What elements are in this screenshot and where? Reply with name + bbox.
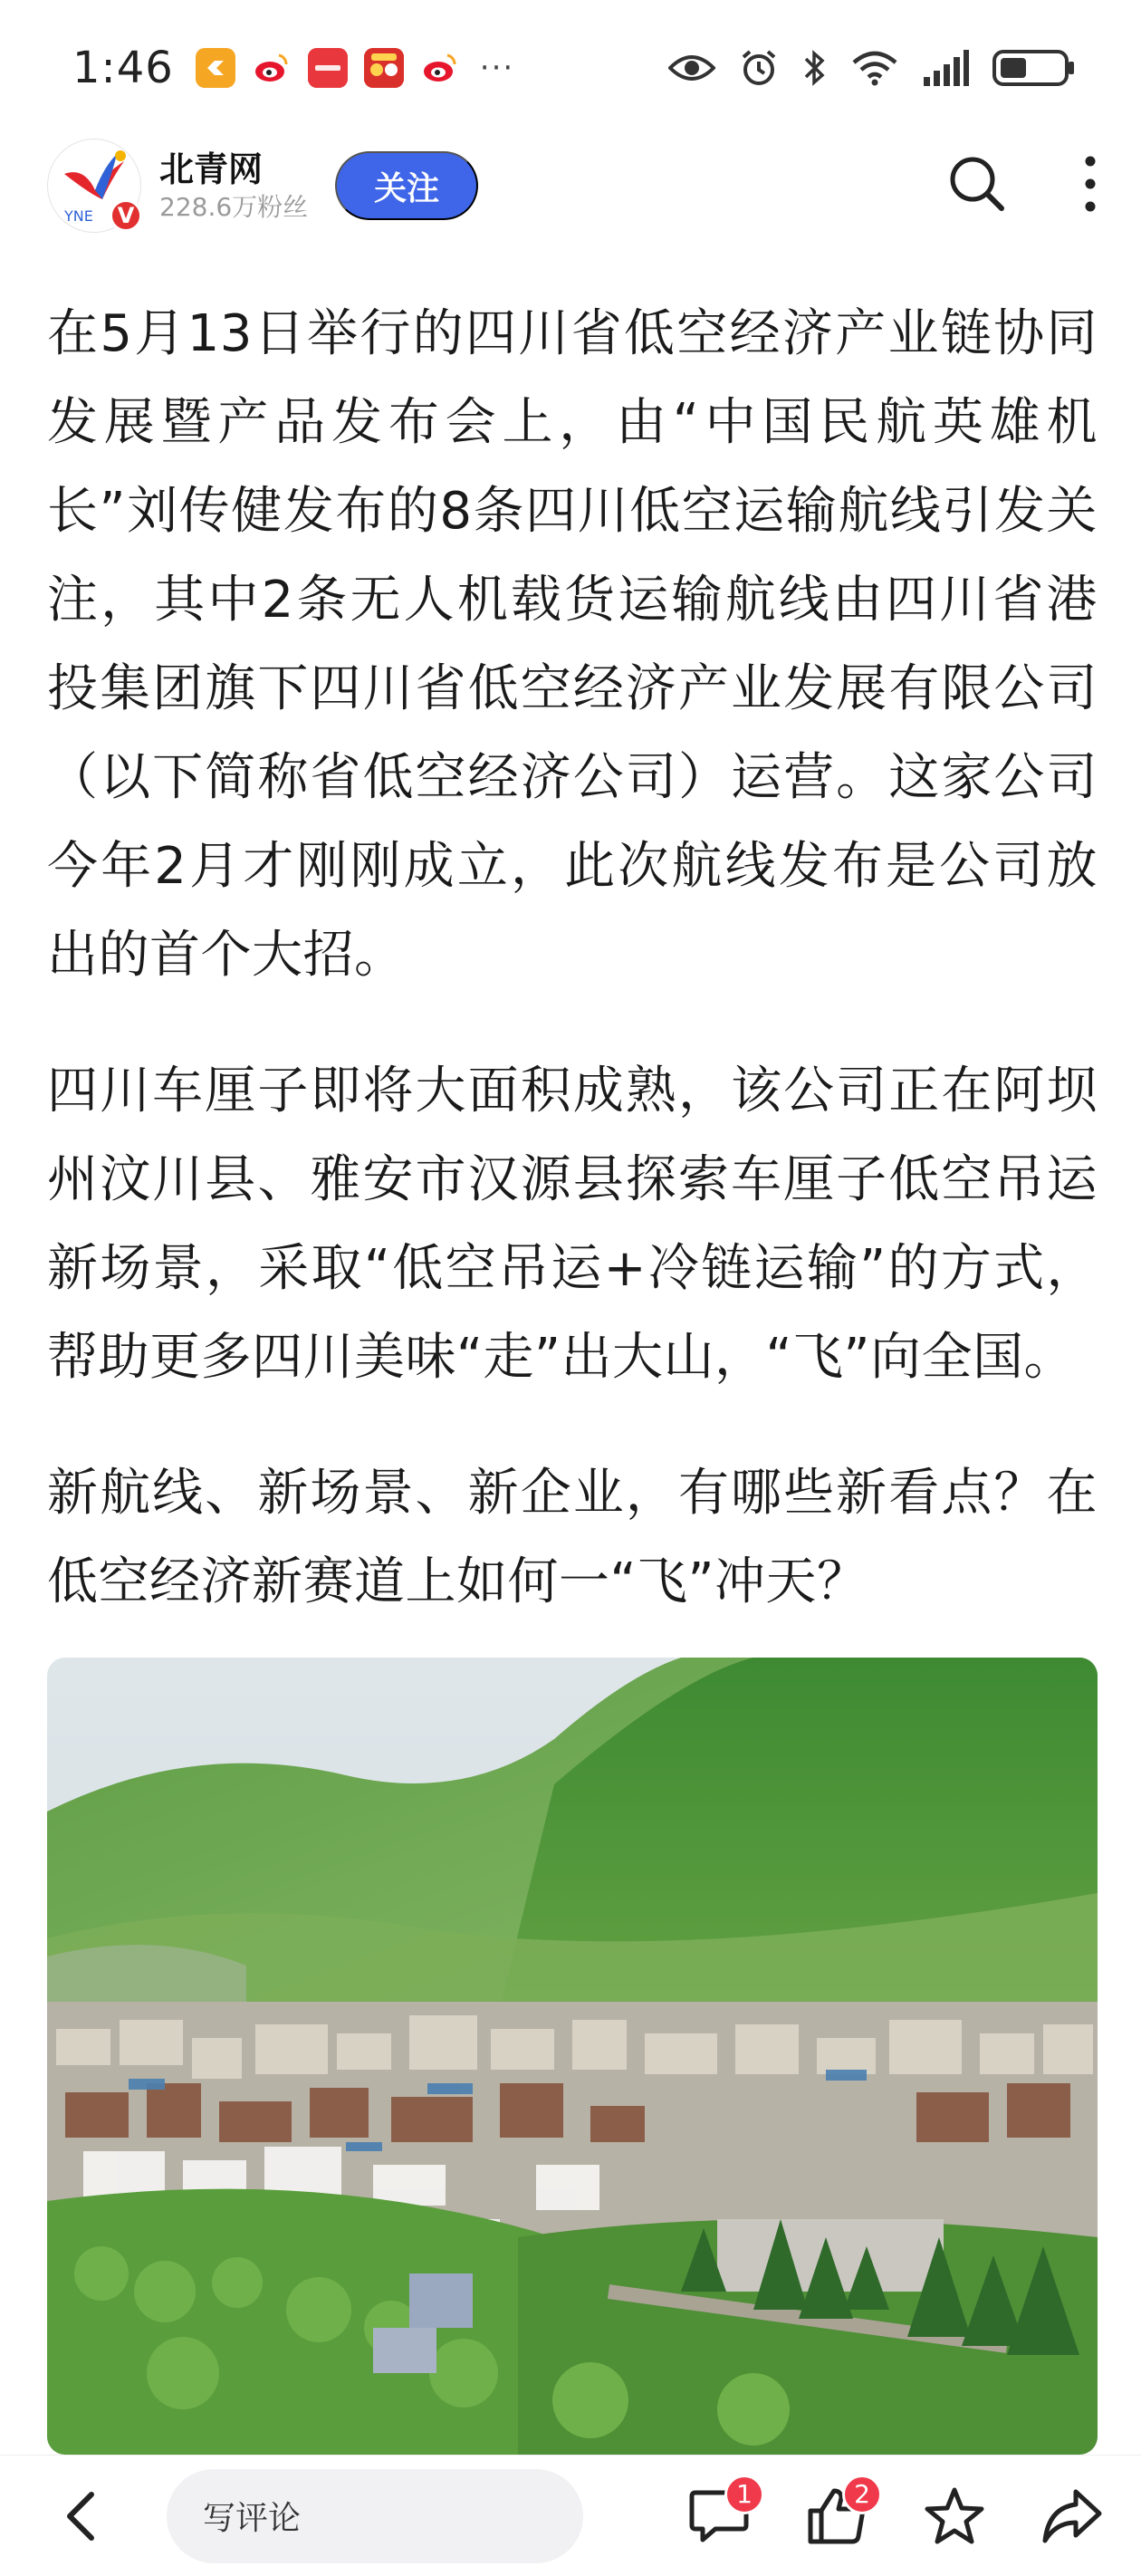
system-icons <box>668 48 1076 88</box>
battery-icon <box>992 48 1076 88</box>
back-icon[interactable] <box>49 2485 112 2548</box>
comment-button[interactable] <box>683 2480 755 2552</box>
header-actions <box>945 152 1099 219</box>
bluetooth-icon <box>802 48 828 88</box>
bottom-action-bar <box>0 2455 1141 2576</box>
game-app-icon <box>364 48 404 88</box>
eye-icon <box>668 52 715 84</box>
weibo-icon <box>252 48 292 88</box>
comment-input[interactable]: 写评论 <box>167 2469 583 2563</box>
orange-app-icon <box>196 48 235 88</box>
more-options-icon[interactable] <box>1081 152 1099 219</box>
article-paragraph: 在5月13日举行的四川省低空经济产业链协同发展暨产品发布会上，由“中国民航英雄机长”刘传健发布的8条四川低空运输航线引发关注，其中2条无人机载货运输航线由四川省港投集团旗下四川省低空经济产业发展有限公司（以下简称省低空经济公司）运营。这家公司今年2月才刚刚成立，此次航线发布是公司放出的首个大招。 <box>47 304 1098 985</box>
article-paragraph: 四川车厘子即将大面积成熟，该公司正在阿坝州汶川县、雅安市汉源县探索车厘子低空吊运新场景，采取“低空吊运+冷链运输”的方式，帮助更多四川美味“走”出大山，“飞”向全国。 <box>47 1062 1098 1387</box>
star-icon <box>924 2486 985 2546</box>
comment-count-badge: 1 <box>724 2475 764 2514</box>
article-body <box>47 290 1098 1627</box>
huawei-icon <box>308 48 348 88</box>
favorite-button[interactable] <box>918 2480 991 2552</box>
weibo-icon <box>420 48 460 88</box>
notification-icons <box>196 48 514 88</box>
follow-button[interactable]: 关注 <box>335 151 478 220</box>
article-photo[interactable] <box>47 1658 1098 2455</box>
alarm-icon <box>739 48 779 88</box>
status-time: 1:46 <box>72 43 174 93</box>
like-count-badge: 2 <box>842 2475 882 2514</box>
account-name[interactable]: 北青网 <box>159 149 264 189</box>
wifi-icon <box>851 50 898 86</box>
verified-badge: V <box>110 199 142 232</box>
more-notifications-icon: ··· <box>479 50 515 86</box>
share-button[interactable] <box>1036 2480 1108 2552</box>
like-button[interactable] <box>801 2480 873 2552</box>
fans-count: 228.6万粉丝 <box>159 192 309 222</box>
status-bar <box>0 0 1141 136</box>
svg-text:YNE: YNE <box>64 207 93 225</box>
avatar[interactable] <box>47 139 141 233</box>
signal-icon <box>922 50 969 86</box>
article-header <box>0 136 1141 235</box>
share-icon <box>1041 2488 1103 2544</box>
article-paragraph: 新航线、新场景、新企业，有哪些新看点？在低空经济新赛道上如何一“飞”冲天？ <box>47 1464 1098 1611</box>
search-icon[interactable] <box>945 152 1009 219</box>
action-icons <box>683 2480 1108 2552</box>
account-info[interactable] <box>159 148 308 224</box>
